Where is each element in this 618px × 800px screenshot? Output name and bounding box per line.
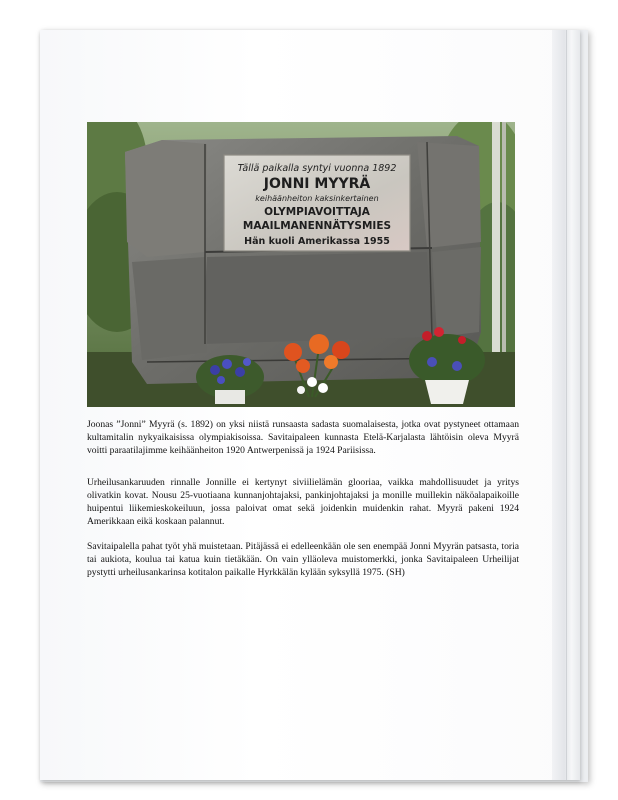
- paragraph-1: [87, 418, 519, 457]
- plaque-line-5: MAAILMANENNÄTYSMIES: [242, 220, 392, 232]
- plaque-line-3: keihäänheiton kaksinkertainen: [255, 194, 379, 203]
- memorial-photo: [87, 122, 515, 407]
- plaque-line-1: Tällä paikalla syntyi vuonna 1892: [237, 163, 397, 174]
- paragraph-1-text: Joonas ”Jonni” Myyrä (s. 1892) on yksi niistä runsaasta sadasta suomalaisesta, jotka ovat pystyneet ottamaan kultamitalin nykyaikaisissa olympiakisoissa. Savitaipaleen kunnasta Etelä-Karjalasta lähtöisin oleva Myyrä voitti paraatilajimme keihäänheiton 1920 Antwerpenissä ja 1924 Pariisissa.: [87, 419, 519, 456]
- plaque-line-2: JONNI MYYRÄ: [263, 176, 371, 192]
- paragraph-3-text: Savitaipalella pahat työt yhä muistetaan. Pitäjässä ei edelleenkään ole sen enempää Jonni Myyrän patsasta, toria tai aukiota, koulua tai katua kuin tietäkään. On vain ylläoleva muistomerkki, jonka Savitaipaleen Urheilijat pystytti urheilusankarinsa kotitalon paikalle Hyrkkälän kylään syksyllä 1975. (SH): [87, 541, 519, 578]
- memorial-plaque: [224, 155, 410, 251]
- paragraph-3: [87, 540, 519, 579]
- paragraph-2-text: Urheilusankaruuden rinnalle Jonnille ei kertynyt siviilielämän glooriaa, vaikka mahdollisuudet ja yritys olivatkin kovat. Nousu 25-vuotiaana kunnanjohtajaksi, pankinjohtajaksi ja monille muillekin näköalapaikoille huipentui liikemieskokeiluun, jossa paloivat omat sekä joidenkin muidenkin rahat. Myyrä pakeni 1924 Amerikkaan eikä koskaan palannut.: [87, 477, 519, 527]
- paragraph-2: [87, 476, 519, 528]
- plaque-line-4: OLYMPIAVOITTAJA: [264, 206, 370, 218]
- spine-crease: [566, 30, 567, 780]
- plaque-line-6: Hän kuoli Amerikassa 1955: [244, 236, 390, 247]
